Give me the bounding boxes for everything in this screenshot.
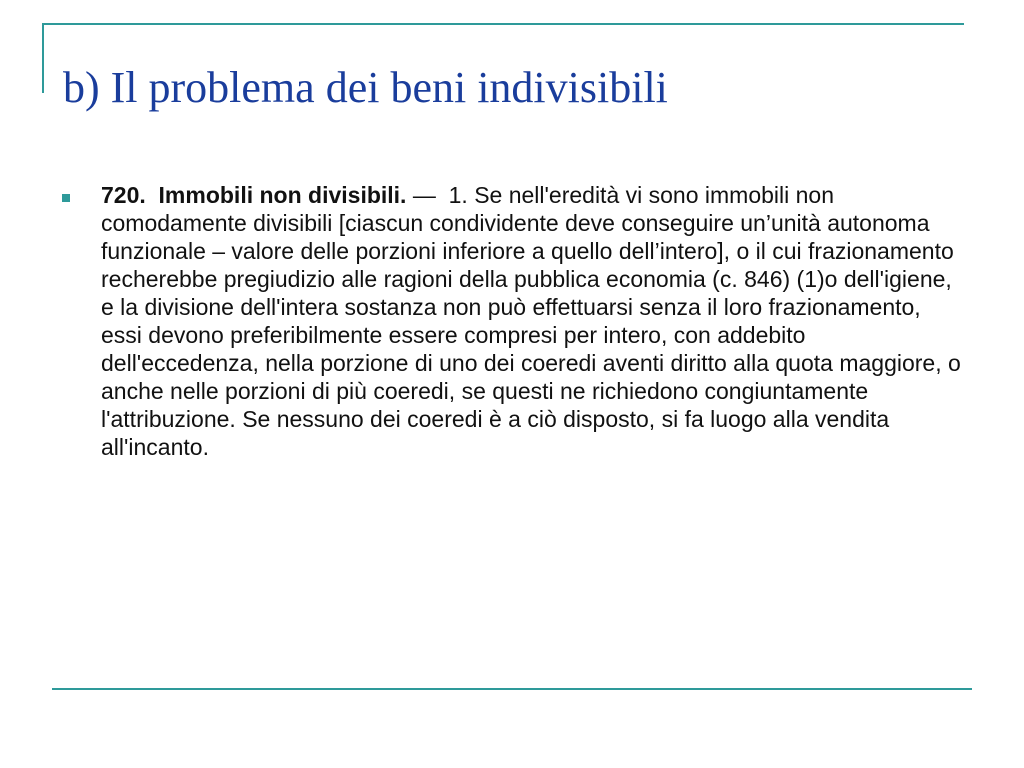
top-accent-rule: [42, 23, 964, 25]
bullet-list: [62, 181, 962, 461]
left-accent-rule: [42, 23, 44, 93]
article-bullet-item: [62, 181, 962, 461]
article-heading: Immobili non divisibili.: [158, 182, 407, 208]
article-number: 720.: [101, 182, 146, 208]
article-text: 1. Se nell'eredità vi sono immobili non comodamente divisibili [ciascun condividente deve conseguire un’unità autonoma funzionale – valore delle porzioni inferiore a quello dell’intero], o il cui frazionamento recherebbe pregiudizio alle ragioni della pubblica economia (c. 846) (1)o dell'igiene, e la divisione dell'intera sostanza non può effettuarsi senza il loro frazionamento, essi devono preferibilmente essere compresi per intero, con addebito dell'eccedenza, nella porzione di uno dei coeredi aventi diritto alla quota maggiore, o anche nelle porzioni di più coeredi, se questi ne richiedono congiuntamente l'attribuzione. Se nessuno dei coeredi è a ciò disposto, si fa luogo alla vendita all'incanto.: [101, 182, 961, 460]
bottom-accent-rule: [52, 688, 972, 690]
article-dash: —: [412, 182, 436, 208]
square-bullet-icon: [62, 194, 70, 202]
slide-title: b) Il problema dei beni indivisibili: [63, 63, 668, 112]
